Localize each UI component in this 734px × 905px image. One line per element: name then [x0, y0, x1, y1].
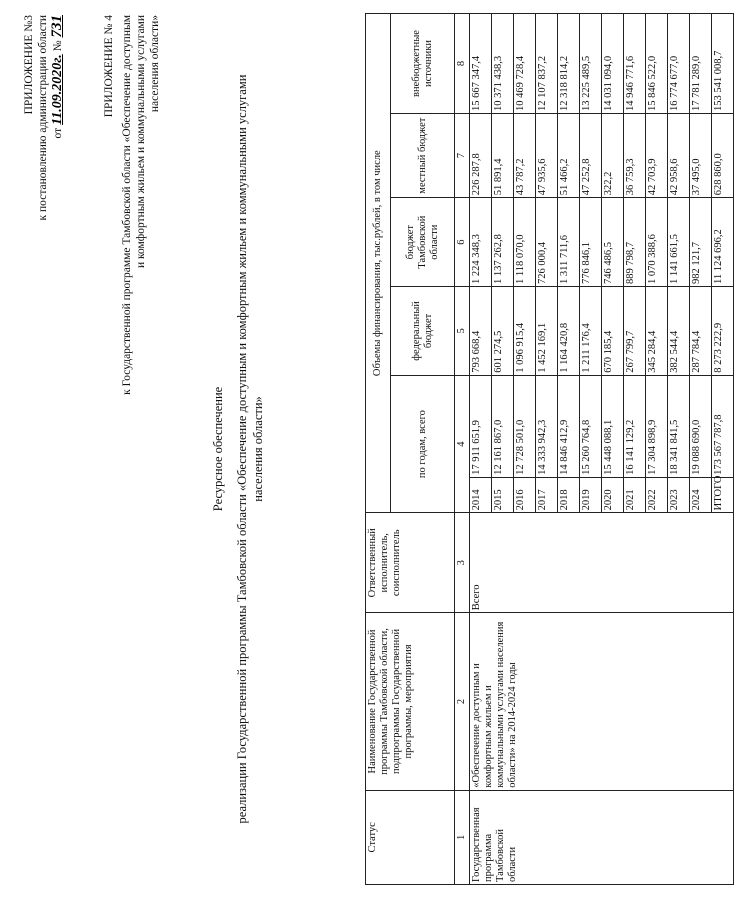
cell-local: 36 759,3 [624, 113, 646, 197]
cell-extra: 13 225 489,5 [580, 14, 602, 114]
cell-regional: 1 224 348,3 [470, 198, 492, 287]
cell-regional: 1 118 070,0 [514, 198, 536, 287]
title-line1: Ресурсное обеспечение [211, 386, 225, 512]
financing-table [365, 13, 734, 885]
header-federal: федеральный бюджет [391, 287, 455, 376]
document-title [210, 13, 266, 885]
cell-regional: 889 798,7 [624, 198, 646, 287]
appendix4-line1: к Государственной программе Тамбовской области «Обеспечение доступным [121, 15, 133, 395]
cell-total: 18 341 841,5 [668, 375, 690, 477]
appendix4-line3: населения области» [149, 15, 161, 113]
cell-total: 17 304 898,9 [646, 375, 668, 477]
cell-extra: 17 781 289,0 [690, 14, 712, 114]
cell-local: 226 287,8 [470, 113, 492, 197]
cell-year: ИТОГО [712, 477, 734, 513]
cell-extra: 14 031 094,0 [602, 14, 624, 114]
cell-regional: 1 137 262,8 [492, 198, 514, 287]
cell-federal: 382 544,4 [668, 287, 690, 376]
cell-regional: 746 486,5 [602, 198, 624, 287]
cell-regional: 1 141 661,5 [668, 198, 690, 287]
cell-extra: 14 946 771,6 [624, 14, 646, 114]
cell-federal: 1 096 915,4 [514, 287, 536, 376]
cell-year: 2016 [514, 477, 536, 513]
cell-total: 15 260 764,8 [580, 375, 602, 477]
header-row-1 [366, 14, 391, 885]
col-num-8: 8 [455, 14, 470, 114]
cell-year: 2019 [580, 477, 602, 513]
cell-total: 14 846 412,9 [558, 375, 580, 477]
cell-federal: 345 284,4 [646, 287, 668, 376]
table-body [470, 14, 734, 885]
number-prefix: № [52, 40, 64, 52]
cell-year: 2014 [470, 477, 492, 513]
cell-total: 173 567 787,8 [712, 375, 734, 477]
cell-federal: 670 185,4 [602, 287, 624, 376]
col-num-2: 2 [455, 613, 470, 791]
handwritten-number: 731 [49, 15, 65, 38]
cell-regional: 11 124 696,2 [712, 198, 734, 287]
cell-total: 14 333 942,3 [536, 375, 558, 477]
cell-regional: 726 000,4 [536, 198, 558, 287]
appendix4-line2: и комфортным жильем и коммунальными услугами [135, 15, 147, 269]
cell-local: 42 703,9 [646, 113, 668, 197]
cell-program-name: «Обеспечение доступным и комфортным жильем и коммунальными услугами населения области» на 2014-2024 годы [470, 613, 734, 791]
appendix3-date-line [50, 15, 65, 375]
cell-local: 43 787,2 [514, 113, 536, 197]
cell-federal: 1 211 176,4 [580, 287, 602, 376]
cell-regional: 982 121,7 [690, 198, 712, 287]
cell-year: 2020 [602, 477, 624, 513]
title-line2: реализации Государственной программы Тамбовской области «Обеспечение доступным и комфортным жильем и коммунальными услугами [235, 74, 249, 824]
handwritten-date: 11.09.2020г. [50, 54, 65, 125]
header-status: Статус [366, 790, 455, 884]
cell-local: 51 466,2 [558, 113, 580, 197]
cell-local: 47 252,8 [580, 113, 602, 197]
cell-federal: 8 273 222,9 [712, 287, 734, 376]
cell-federal: 1 164 420,8 [558, 287, 580, 376]
title-line3: населения области» [251, 396, 265, 502]
col-num-5: 5 [455, 287, 470, 376]
cell-total: 15 448 088,1 [602, 375, 624, 477]
cell-extra: 15 667 347,4 [470, 14, 492, 114]
cell-year: 2023 [668, 477, 690, 513]
cell-status: Государственная программа Тамбовской области [470, 790, 734, 884]
cell-regional: 1 070 388,6 [646, 198, 668, 287]
appendix4-label: ПРИЛОЖЕНИЕ № 4 [103, 15, 115, 118]
cell-regional: 776 846,1 [580, 198, 602, 287]
cell-extra: 153 541 008,7 [712, 14, 734, 114]
header-extra: внебюджетные источники [391, 14, 455, 114]
column-number-row [455, 14, 470, 885]
cell-total: 12 161 867,0 [492, 375, 514, 477]
cell-year: 2021 [624, 477, 646, 513]
appendix4-block [102, 15, 162, 475]
col-num-6: 6 [455, 198, 470, 287]
cell-year: 2024 [690, 477, 712, 513]
cell-total: 12 728 501,0 [514, 375, 536, 477]
cell-extra: 12 107 837,2 [536, 14, 558, 114]
cell-extra: 16 774 677,0 [668, 14, 690, 114]
table-row [470, 14, 492, 885]
cell-year: 2015 [492, 477, 514, 513]
cell-local: 628 860,0 [712, 113, 734, 197]
cell-local: 37 495,0 [690, 113, 712, 197]
col-num-3: 3 [455, 513, 470, 613]
cell-federal: 1 452 169,1 [536, 287, 558, 376]
appendix3-decree: к постановлению администрации области [37, 15, 49, 221]
header-name: Наименование Государственной программы Тамбовской области, подпрограммы Государственной программы, мероприятия [366, 613, 455, 791]
cell-local: 42 958,6 [668, 113, 690, 197]
cell-year: 2022 [646, 477, 668, 513]
header-regional: бюджет Тамбовской области [391, 198, 455, 287]
col-num-4: 4 [455, 375, 470, 513]
appendix3-label: ПРИЛОЖЕНИЕ №3 [23, 15, 35, 115]
header-local: местный бюджет [391, 113, 455, 197]
cell-federal: 793 668,4 [470, 287, 492, 376]
cell-total: 17 911 651,9 [470, 375, 492, 477]
cell-total: 19 088 690,0 [690, 375, 712, 477]
col-num-7: 7 [455, 113, 470, 197]
cell-extra: 10 469 728,4 [514, 14, 536, 114]
col-num-1: 1 [455, 790, 470, 884]
cell-extra: 15 846 522,0 [646, 14, 668, 114]
header-total: по годам, всего [391, 375, 455, 513]
header-volumes: Объемы финансирования, тыс.рублей, в том числе [366, 14, 391, 513]
cell-total: 16 141 129,2 [624, 375, 646, 477]
cell-local: 47 935,6 [536, 113, 558, 197]
cell-local: 51 891,4 [492, 113, 514, 197]
cell-executor: Всего [470, 513, 734, 613]
cell-local: 322,2 [602, 113, 624, 197]
date-prefix: от [52, 127, 64, 139]
cell-year: 2017 [536, 477, 558, 513]
cell-extra: 10 371 438,3 [492, 14, 514, 114]
cell-federal: 267 799,7 [624, 287, 646, 376]
cell-year: 2018 [558, 477, 580, 513]
appendix3-block [22, 15, 65, 375]
cell-extra: 12 318 814,2 [558, 14, 580, 114]
cell-federal: 601 274,5 [492, 287, 514, 376]
header-executor: Ответственный исполнитель, соисполнитель [366, 513, 455, 613]
cell-regional: 1 311 711,6 [558, 198, 580, 287]
cell-federal: 287 784,4 [690, 287, 712, 376]
